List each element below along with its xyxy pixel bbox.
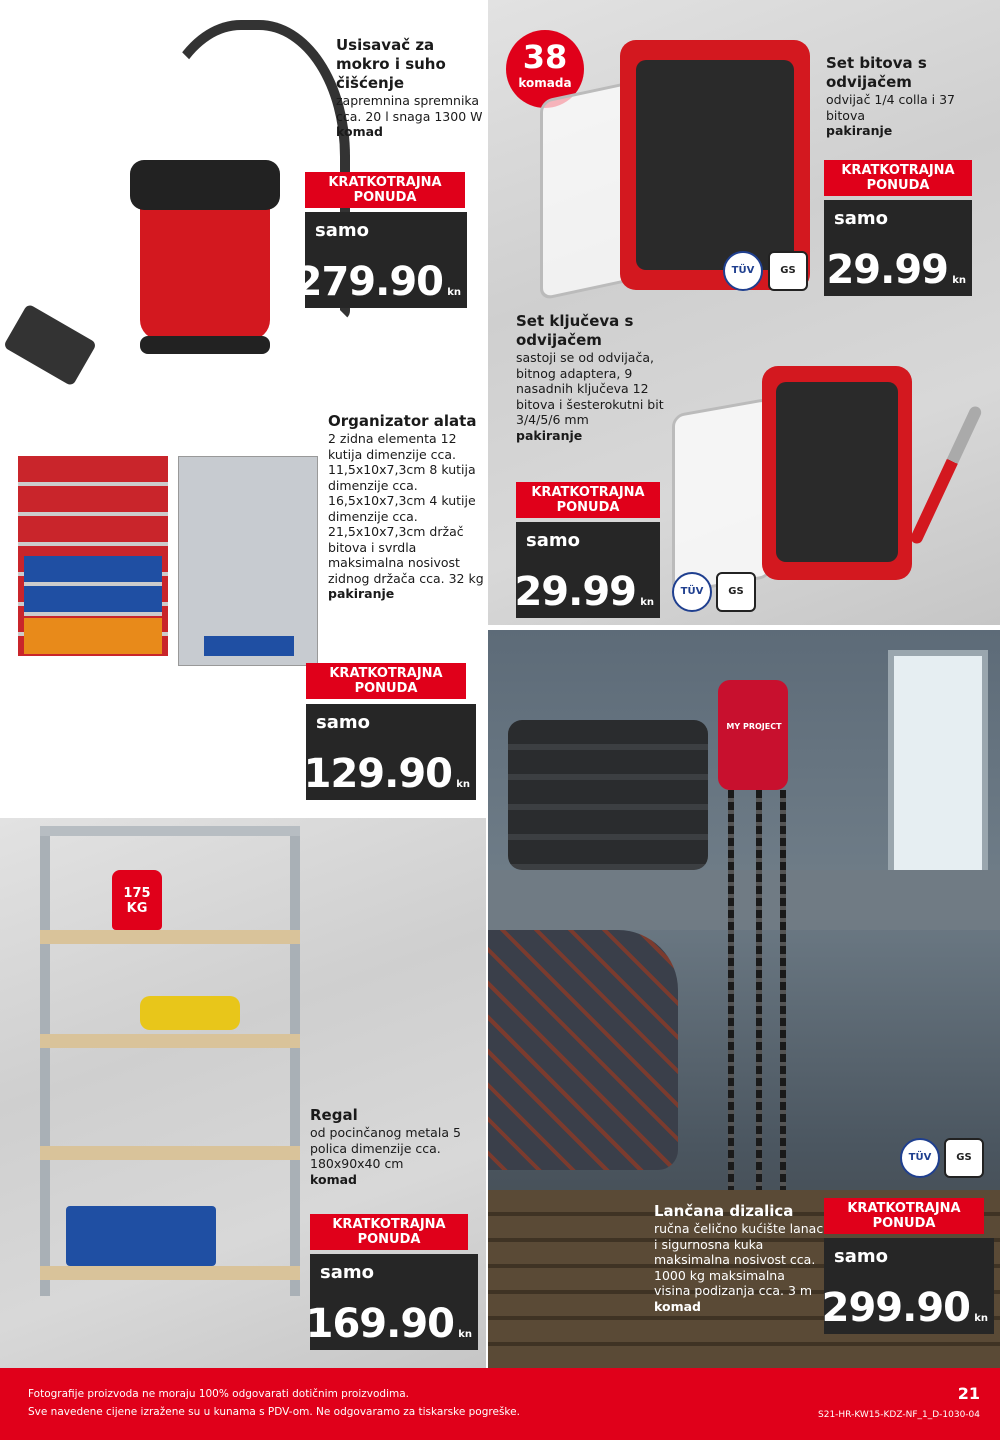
keys-case xyxy=(672,366,912,586)
bits-gs-icon: GS xyxy=(768,251,808,291)
keys-title: Set ključeva s odvijačem xyxy=(516,312,634,349)
bits-badge: KRATKOTRAJNA PONUDA xyxy=(824,160,972,196)
bits-count-number: 38 xyxy=(522,38,568,76)
bits-desc: odvijač 1/4 colla i 37 bitova xyxy=(826,92,955,123)
footer-disclaimer-1: Fotografije proizvoda ne moraju 100% odgovarati dotičnim proizvodima. xyxy=(28,1388,409,1400)
keys-price-box xyxy=(516,522,660,618)
organizer-currency: kn xyxy=(456,779,470,790)
bits-price-box xyxy=(824,200,972,296)
keys-unit: pakiranje xyxy=(516,427,583,443)
shelf-3 xyxy=(40,1034,300,1048)
weight-unit: KG xyxy=(126,901,148,916)
shelf-title: Regal xyxy=(310,1106,358,1124)
keys-desc: sastoji se od odvijača, bitnog adaptera, 9 nasadnih ključeva 12 bitova i šesterokutni bit 3/4/5/6 mm xyxy=(516,350,664,427)
bits-price: 29.99 xyxy=(826,247,948,293)
organizer-unit: pakiranje xyxy=(328,586,395,601)
shelf-chainsaw xyxy=(140,996,240,1030)
hoist-body xyxy=(718,680,788,790)
organizer-tray xyxy=(204,636,294,656)
print-code: S21-HR-KW15-KDZ-NF_1_D-1030-04 xyxy=(818,1410,980,1420)
bits-samo: samo xyxy=(834,208,888,229)
bits-case-insert xyxy=(636,60,794,270)
window xyxy=(888,650,988,890)
vacuum-badge: KRATKOTRAJNA PONUDA xyxy=(305,172,465,208)
keys-text xyxy=(516,312,676,443)
vacuum-base xyxy=(140,336,270,354)
hoist-unit: komad xyxy=(654,1298,701,1314)
organizer-pegboard xyxy=(178,456,318,666)
vacuum-nozzle xyxy=(3,303,97,386)
hoist-gs-icon: GS xyxy=(944,1138,984,1178)
shelf-desc: od pocinčanog metala 5 polica dimenzije cca. 180x90x40 cm xyxy=(310,1125,461,1171)
shelf-beam xyxy=(488,870,1000,930)
vacuum-text xyxy=(336,36,486,140)
hoist-price: 299.90 xyxy=(821,1285,970,1331)
organizer-text xyxy=(328,412,488,602)
shelf-price: 169.90 xyxy=(305,1301,454,1347)
vacuum-desc: zapremnina spremnika cca. 20 l snaga 1300 W xyxy=(336,93,483,124)
bits-currency: kn xyxy=(952,275,966,286)
bits-unit: pakiranje xyxy=(826,123,893,138)
footer xyxy=(0,1368,1000,1440)
keys-case-insert xyxy=(776,382,898,562)
keys-badge: KRATKOTRAJNA PONUDA xyxy=(516,482,660,518)
keys-currency: kn xyxy=(640,597,654,608)
organizer-illustration xyxy=(18,456,328,666)
weight-icon xyxy=(112,870,162,930)
hoist-badge: KRATKOTRAJNA PONUDA xyxy=(824,1198,984,1234)
hoist-currency: kn xyxy=(974,1313,988,1324)
organizer-title: Organizator alata xyxy=(328,412,477,430)
bits-count-label: komada xyxy=(518,76,572,90)
keys-tuv-icon: TÜV xyxy=(672,572,712,612)
shelf-5 xyxy=(40,1266,300,1280)
organizer-bins-blue xyxy=(24,556,162,616)
page-number: 21 xyxy=(957,1384,980,1403)
organizer-desc: 2 zidna elementa 12 kutija dimenzije cca. 11,5x10x7,3cm 8 kutija dimenzije cca. 16,5x10x7,3cm 4 kutije dimenzije cca. 21,5x10x7,3cm držač bitova i svrdla maksimalna nosivost zidnog držača cca. 32 kg xyxy=(328,431,484,586)
vacuum-unit: komad xyxy=(336,124,383,139)
shelf-toolbox xyxy=(66,1206,216,1266)
hoist-price-box xyxy=(821,1238,994,1334)
hoist-tuv-icon: TÜV xyxy=(900,1138,940,1178)
organizer-price-box xyxy=(303,704,476,800)
bits-tuv-icon: TÜV xyxy=(723,251,763,291)
shelf-unit: komad xyxy=(310,1171,357,1187)
shelf-samo: samo xyxy=(320,1262,374,1283)
hoist-title: Lančana dizalica xyxy=(654,1202,794,1220)
shelf-2 xyxy=(40,930,300,944)
bits-text xyxy=(826,54,986,139)
hoist-text xyxy=(654,1202,824,1314)
tires xyxy=(508,720,708,870)
worker-arm xyxy=(488,930,678,1170)
organizer-bins-orange xyxy=(24,618,162,654)
hoist-brand: MY PROJECT xyxy=(726,722,782,731)
shelf-4 xyxy=(40,1146,300,1160)
vacuum-price: 279.90 xyxy=(294,259,443,305)
shelf-1 xyxy=(40,826,300,836)
organizer-price: 129.90 xyxy=(303,751,452,797)
keys-samo: samo xyxy=(526,530,580,551)
vacuum-currency: kn xyxy=(447,287,461,298)
shelf-text xyxy=(310,1106,470,1187)
weight-number: 175 xyxy=(123,886,151,901)
organizer-samo: samo xyxy=(316,712,370,733)
shelf-price-box xyxy=(305,1254,478,1350)
shelf-badge: KRATKOTRAJNA PONUDA xyxy=(310,1214,468,1250)
keys-price: 29.99 xyxy=(514,569,636,615)
vacuum-samo: samo xyxy=(315,220,369,241)
hoist-desc: ručna čelično kućište lanac i sigurnosna kuka maksimalna nosivost cca. 1000 kg maksimalna visina podizanja cca. 3 m xyxy=(654,1221,824,1298)
footer-disclaimer-2: Sve navedene cijene izražene su u kunama s PDV-om. Ne odgovaramo za tiskarske pogreške. xyxy=(28,1406,520,1418)
chain-3 xyxy=(780,790,786,1210)
keys-case-lid xyxy=(672,397,772,595)
vacuum-price-box xyxy=(294,212,467,308)
hoist-samo: samo xyxy=(834,1246,888,1267)
vacuum-title: Usisavač za mokro i suho čišćenje xyxy=(336,36,446,92)
shelf-illustration xyxy=(40,826,300,1296)
keys-gs-icon: GS xyxy=(716,572,756,612)
shelf-currency: kn xyxy=(458,1329,472,1340)
bits-title: Set bitova s odvijačem xyxy=(826,54,927,91)
organizer-badge: KRATKOTRAJNA PONUDA xyxy=(306,663,466,699)
